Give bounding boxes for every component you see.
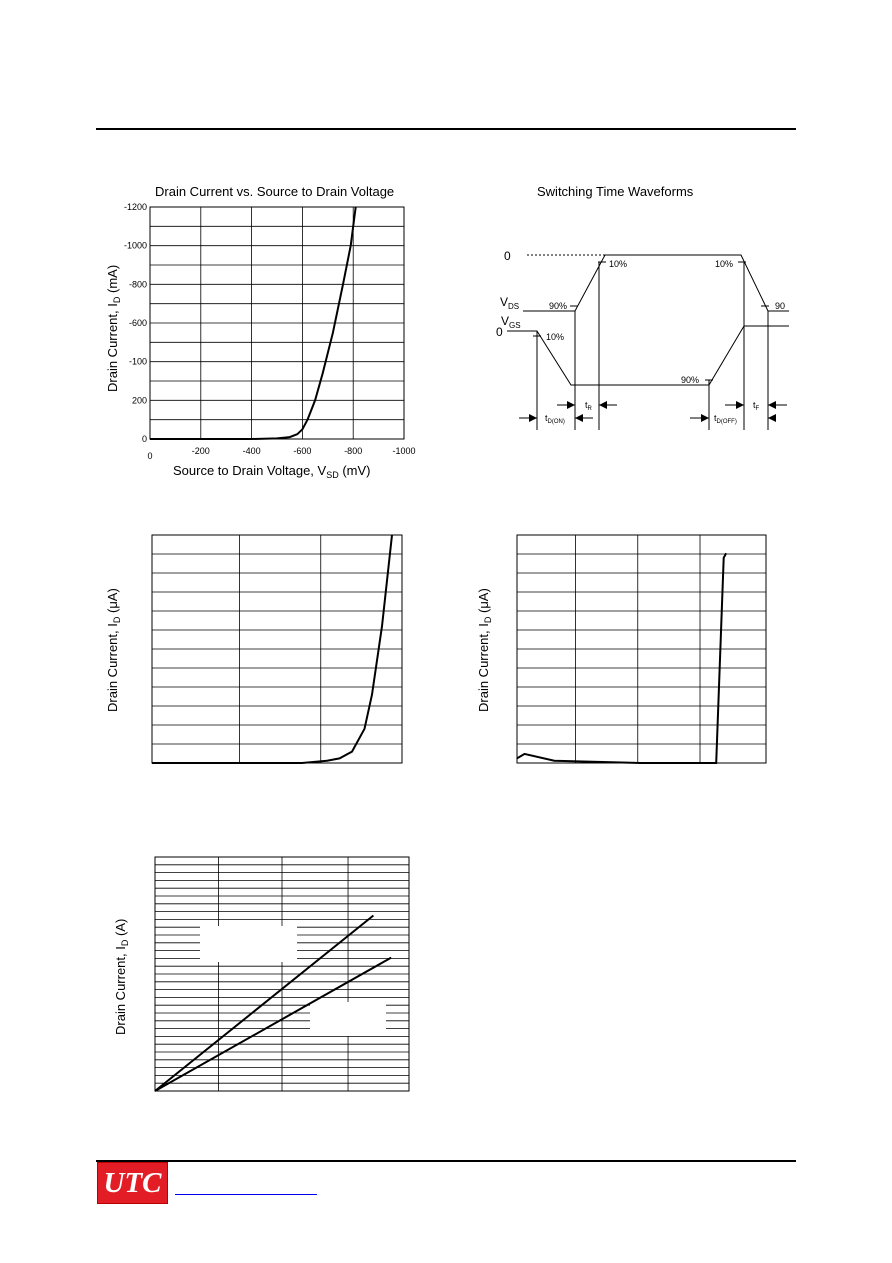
chart1-ytick-label: -1000 xyxy=(123,240,147,251)
chart1-ytick-label: 0 xyxy=(141,434,147,444)
label-10pct-c: 10% xyxy=(715,259,734,269)
chart1-ytick-label: -600 xyxy=(128,318,147,328)
label-90pct-b: 90 xyxy=(775,301,786,311)
label-vds: $V_{DS}$ xyxy=(500,295,520,311)
chart1-xtick-label: -800 xyxy=(344,446,363,456)
label-zero-top: 0 xyxy=(504,249,511,263)
chart4-svg xyxy=(470,530,780,770)
label-90pct-c: 90% xyxy=(681,375,700,385)
chart4-ylabel: Drain Current, $I_D$ (μA) xyxy=(476,588,493,712)
chart2-svg xyxy=(495,240,795,435)
chart1-xtick-label: -200 xyxy=(191,446,210,456)
legend-box-2 xyxy=(310,1002,386,1036)
chart4-grid xyxy=(517,535,766,763)
chart1-xlabel: Source to Drain Voltage, $V_{SD}$ (mV) xyxy=(173,463,371,480)
legend-box-1 xyxy=(200,926,297,962)
chart1-xtick-label: -600 xyxy=(293,446,312,456)
chart5-grid xyxy=(155,857,409,1091)
chart1-x-ticks xyxy=(147,446,415,461)
chart3-svg xyxy=(100,530,420,770)
chart4-series-line xyxy=(517,553,726,763)
footer-rule xyxy=(96,1160,796,1162)
chart1-xtick-label: 0 xyxy=(147,451,153,461)
label-zero-left: 0 xyxy=(496,325,503,339)
label-tf: $t_F$ xyxy=(753,400,760,412)
chart3-ylabel: Drain Current, $I_D$ (μA) xyxy=(105,588,122,712)
chart1-ytick-label: 200 xyxy=(131,395,147,406)
label-tdoff: $t_{D(OFF)}$ xyxy=(714,413,737,425)
label-10pct-b: 10% xyxy=(546,332,565,342)
chart1-grid xyxy=(150,207,404,439)
header-rule xyxy=(96,128,796,130)
chart1-xtick-label: -1000 xyxy=(392,446,416,456)
label-tdon: $t_{D(ON)}$ xyxy=(545,413,565,425)
label-tr: $t_R$ xyxy=(585,400,592,412)
chart5-svg xyxy=(105,850,425,1100)
chart1-xtick-label: -400 xyxy=(242,446,261,456)
chart1-ytick-label: -1200 xyxy=(123,202,147,212)
chart1-ylabel: Drain Current, $I_D$ (mA) xyxy=(105,264,122,392)
chart5-ylabel: Drain Current, $I_D$ (A) xyxy=(113,918,130,1035)
chart2-title: Switching Time Waveforms xyxy=(537,184,694,199)
label-vgs: $V_{GS}$ xyxy=(501,314,521,330)
utc-logo: UTC xyxy=(97,1162,168,1204)
label-10pct-a: 10% xyxy=(609,259,628,269)
chart1-ytick-label: -800 xyxy=(128,279,147,290)
chart1-svg xyxy=(100,195,430,485)
chart1-ytick-label: -100 xyxy=(128,356,147,367)
website-link-underline[interactable] xyxy=(175,1194,317,1195)
chart1-y-ticks xyxy=(124,202,147,444)
chart1-title: Drain Current vs. Source to Drain Voltage xyxy=(155,184,395,199)
label-90pct-a: 90% xyxy=(549,301,568,311)
